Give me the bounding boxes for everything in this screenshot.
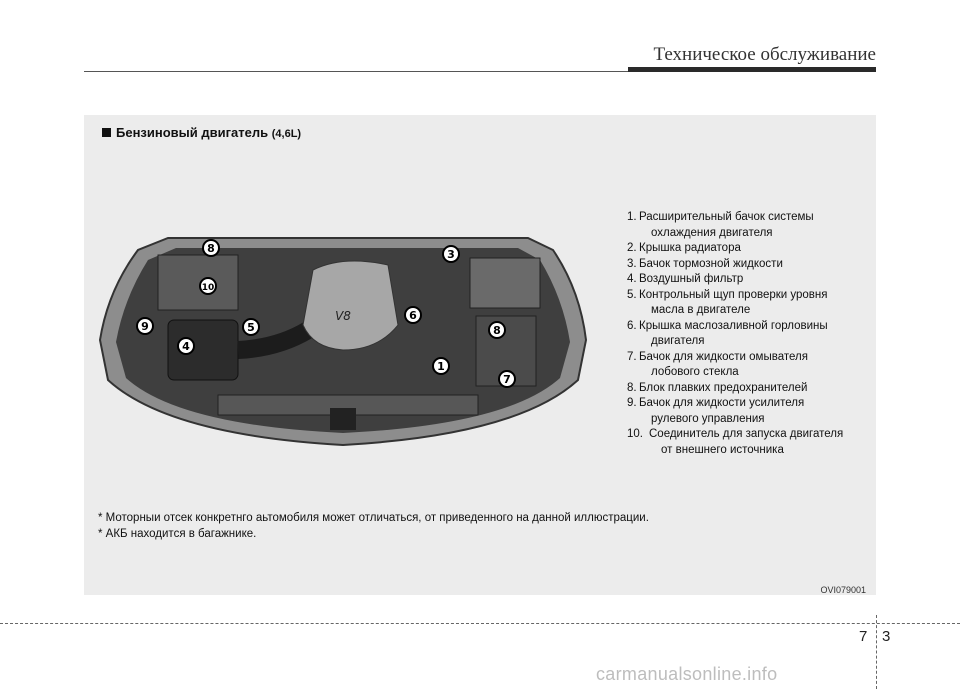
legend-item: [627, 210, 867, 226]
legend-list: [627, 210, 867, 458]
legend-text: охлаждения двигателя: [651, 226, 773, 239]
section-title-text: Бензиновый двигатель: [116, 125, 269, 140]
legend-item: [627, 241, 867, 257]
callout-label: 3: [447, 248, 455, 261]
callout-label: 8: [493, 324, 501, 337]
callout-label: 7: [503, 373, 511, 386]
legend-text: Крышка маслозаливной горловины: [639, 319, 828, 332]
legend-text: Крышка радиатора: [639, 242, 741, 254]
legend-text: Бачок тормозной жидкости: [639, 257, 783, 270]
callout-label: 8: [207, 242, 215, 255]
image-code: OVI079001: [820, 585, 866, 595]
section-title: [102, 125, 301, 140]
callout-label: 6: [409, 309, 417, 322]
content-panel: [84, 115, 876, 595]
engine-bay-illustration: [98, 230, 588, 455]
callout-label: 9: [141, 320, 149, 333]
footnote: * Моторныи отсек конкретнго аьтомобиля может отличаться, от приведенного на данной иллюстрации.: [98, 512, 649, 524]
legend-number: 5.: [627, 288, 637, 301]
chapter-number: 7: [859, 628, 868, 645]
legend-text: Контрольный щуп проверки уровня: [639, 288, 828, 301]
page-number: 3: [882, 628, 891, 645]
legend-item-cont: [627, 226, 867, 242]
legend-number: 8.: [627, 381, 637, 394]
legend-item-cont: [627, 334, 867, 350]
legend-number: 7.: [627, 350, 637, 363]
legend-item-cont: [627, 303, 867, 319]
legend-number: 2.: [627, 242, 637, 254]
legend-item-cont: [627, 365, 867, 381]
legend-text: от внешнего источника: [661, 443, 784, 456]
legend-text: рулевого управления: [651, 412, 765, 425]
legend-item: [627, 427, 867, 443]
legend-number: 3.: [627, 257, 637, 270]
watermark: carmanualsonline.info: [596, 664, 778, 684]
section-subtitle: (4,6L): [271, 128, 302, 140]
legend-text: лобового стекла: [651, 366, 739, 378]
legend-text: Бачок для жидкости усилителя: [639, 397, 805, 409]
legend-item: [627, 257, 867, 273]
legend-item: [627, 381, 867, 397]
callout-label: 1: [437, 360, 445, 373]
legend-item: [627, 272, 867, 288]
legend-item: [627, 396, 867, 412]
legend-text: масла в двигателе: [651, 304, 751, 316]
legend-number: 4.: [627, 273, 637, 285]
legend-text: Блок плавких предохранителей: [639, 381, 808, 394]
engine-badge: V8: [335, 309, 351, 323]
legend-item: [627, 288, 867, 304]
footnote: * АКБ находится в багажнике.: [98, 528, 257, 540]
legend-number: 1.: [627, 211, 637, 223]
callout-label: 10: [201, 283, 215, 293]
legend-item-cont: [627, 412, 867, 428]
legend-text: Соединитель для запуска двигателя: [649, 428, 844, 440]
square-bullet-icon: [102, 128, 111, 137]
legend-number: 10.: [627, 428, 643, 440]
legend-text: Воздушный фильтр: [639, 273, 744, 285]
callout-label: 5: [247, 321, 255, 334]
legend-text: Бачок для жидкости омывателя: [639, 350, 808, 363]
legend-number: 6.: [627, 319, 637, 332]
legend-number: 9.: [627, 397, 637, 409]
page-header-title: Техническое обслуживание: [653, 44, 876, 65]
legend-item-cont: [627, 443, 867, 459]
legend-item: [627, 350, 867, 366]
legend-text: двигателя: [651, 335, 705, 347]
footer-rule: [0, 623, 960, 624]
callout-label: 4: [182, 340, 190, 353]
legend-text: Расширительный бачок системы: [639, 211, 814, 223]
page-divider: [876, 615, 877, 689]
legend-item: [627, 319, 867, 335]
header-rule-accent: [628, 67, 876, 72]
